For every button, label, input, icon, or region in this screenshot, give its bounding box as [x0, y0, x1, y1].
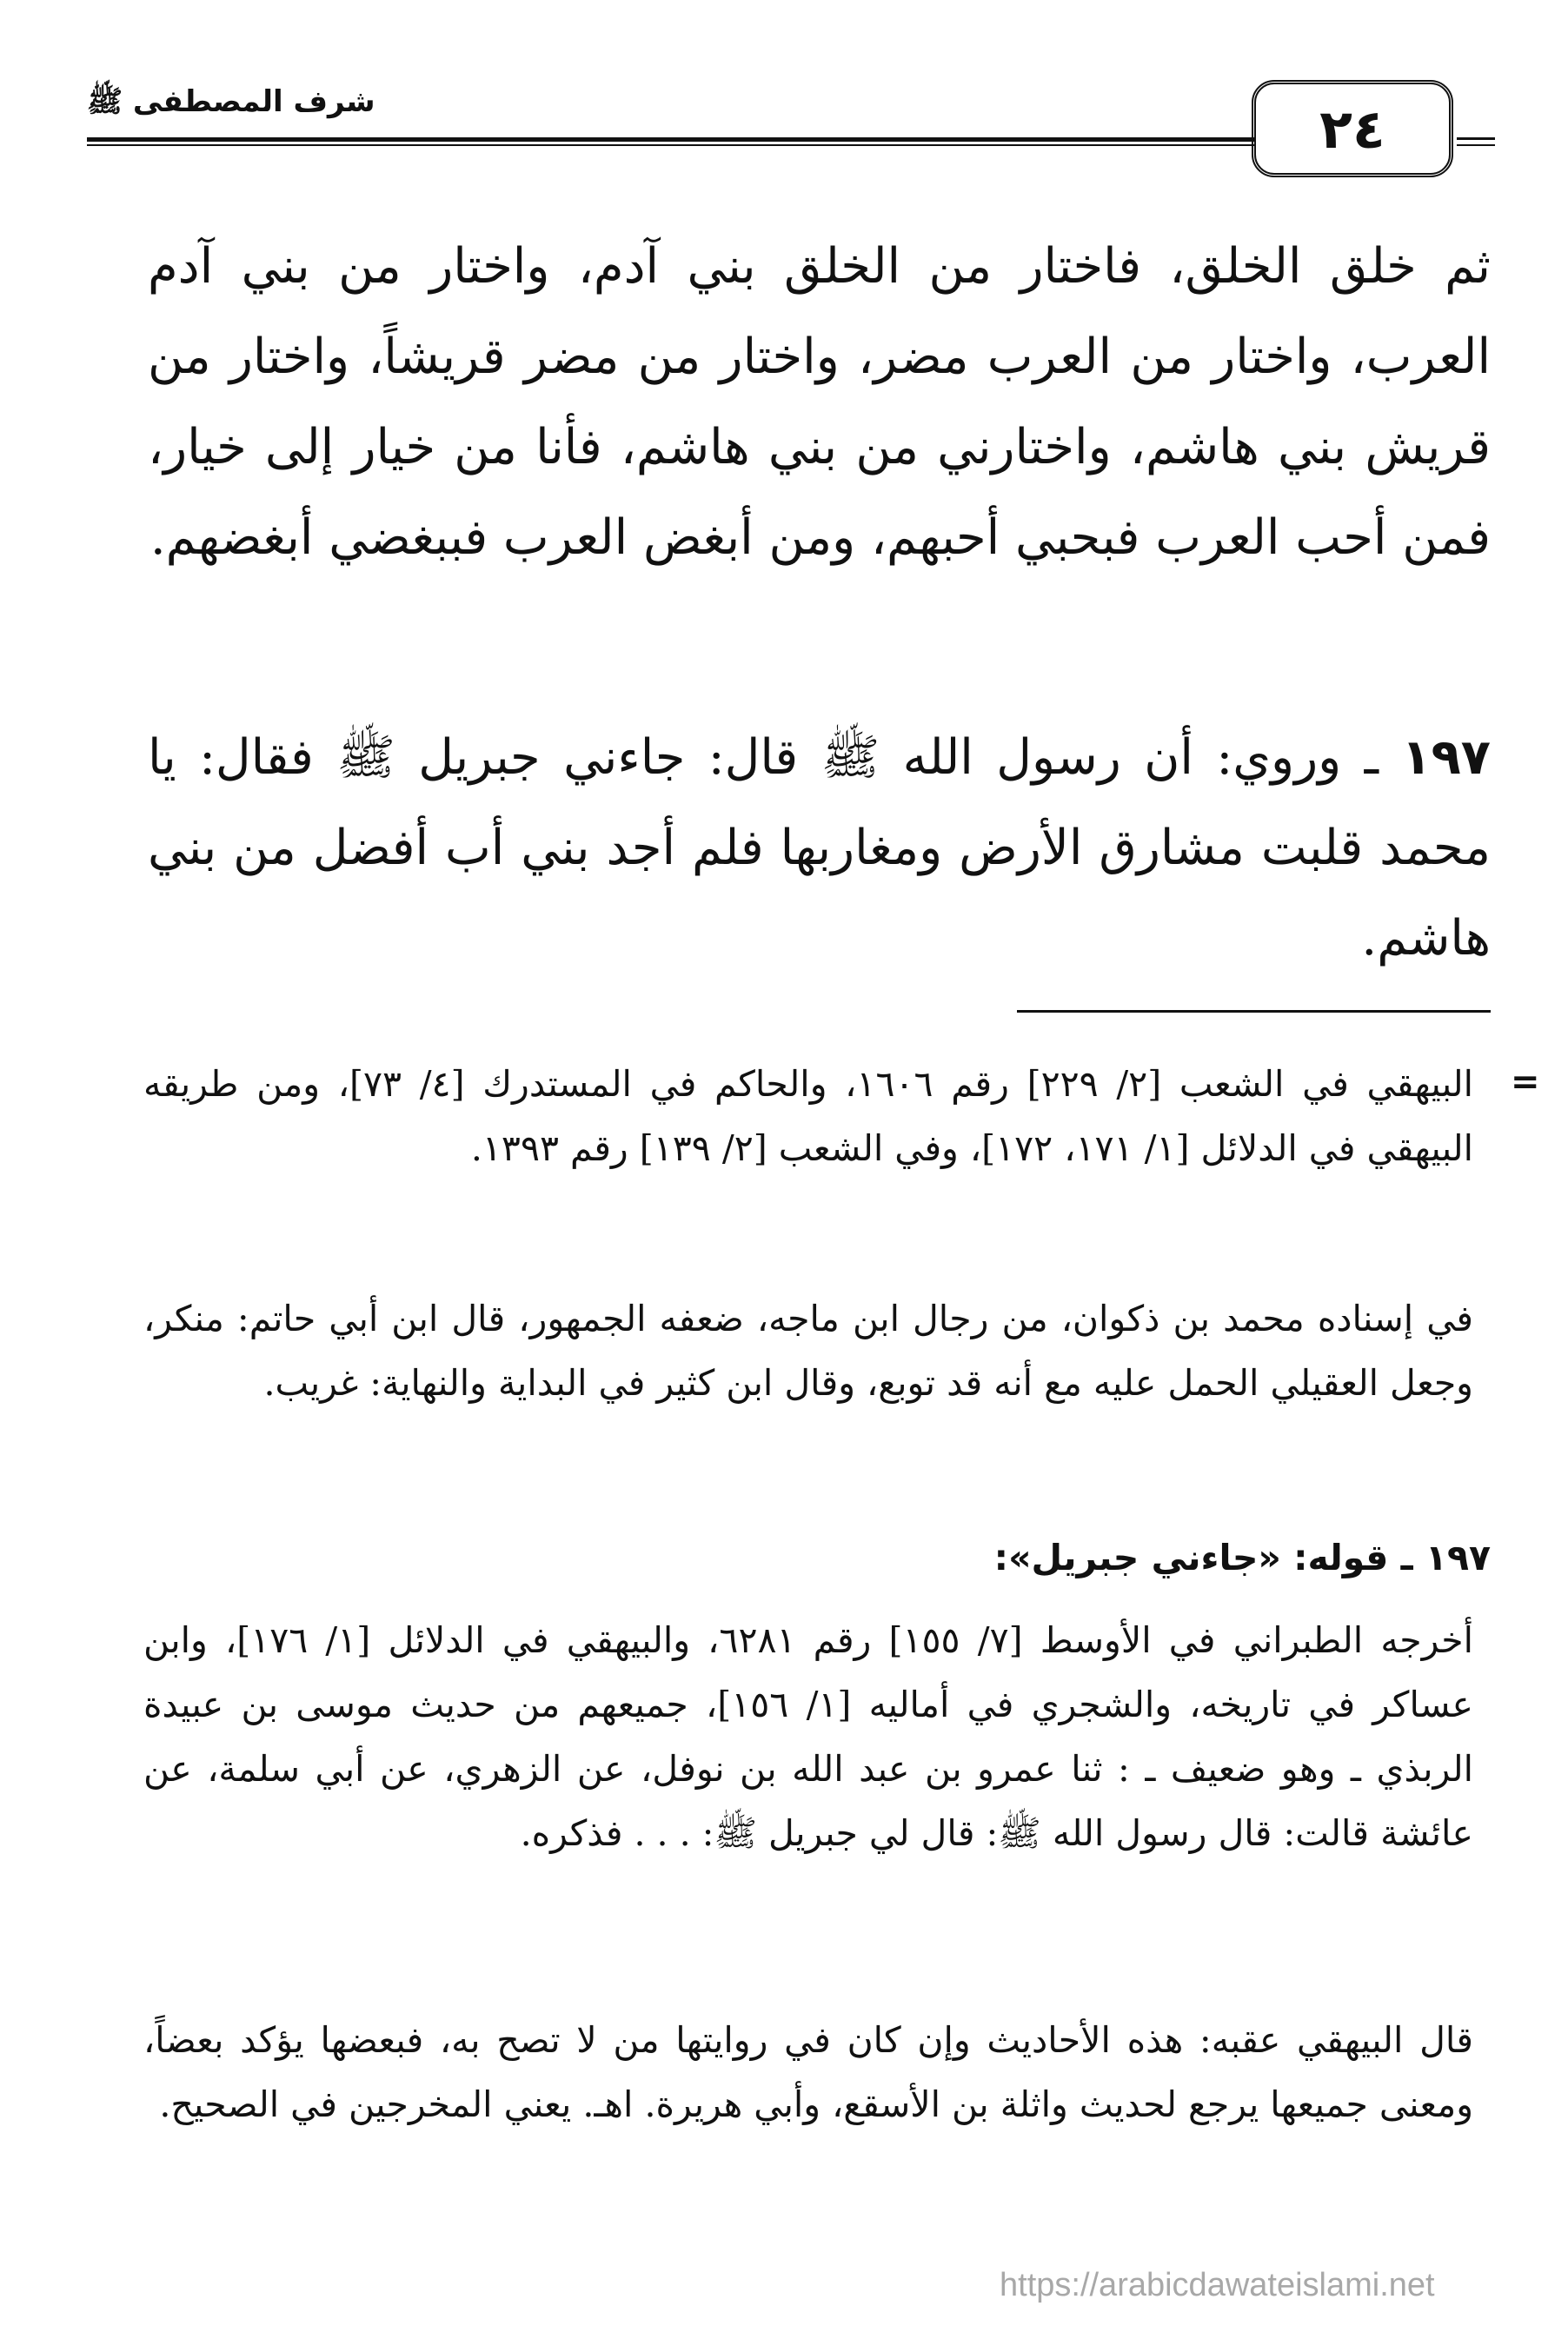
footnote-body-2: [143, 2008, 1473, 2137]
watermark-url: https://arabicdawateislami.net: [1000, 2267, 1435, 2303]
footnote-heading-text: ١٩٧ ـ قوله: «جاءني جبريل»:: [993, 1537, 1491, 1578]
footnote-body-1: [143, 1608, 1473, 1865]
hadith-197-text: ـ وروي: أن رسول الله ﷺ قال: جاءني جبريل ﷺ فقال: يا محمد قلبت مشارق الأرض ومغاربها فلم أجد بني أب أفضل من بني هاشم.: [148, 729, 1491, 967]
main-paragraph-1-text: ثم خلق الخلق، فاختار من الخلق بني آدم، واختار من بني آدم العرب، واختار من العرب مضر، واختار من مضر قريشاً، واختار من قريش بني هاشم، واختارني من بني هاشم، فأنا من خيار إلى خيار، فمن أحب العرب فبحبي أحبهم، ومن أبغض العرب فببغضي أبغضهم.: [148, 238, 1491, 566]
footnote-continuation-text: البيهقي في الشعب [٢/ ٢٢٩] رقم ١٦٠٦، والحاكم في المستدرك [٤/ ٧٣]، ومن طريقه البيهقي في الدلائل [١/ ١٧١، ١٧٢]، وفي الشعب [٢/ ١٣٩] رقم ١٣٩٣.: [143, 1063, 1473, 1169]
hadith-number: ١٩٧: [1401, 729, 1491, 786]
footnote-body-1-text: أخرجه الطبراني في الأوسط [٧/ ١٥٥] رقم ٦٢٨١، والبيهقي في الدلائل [١/ ١٧٦]، وابن عساكر في تاريخه، والشجري في أماليه [١/ ١٥٦]، جميعهم من حديث موسى بن عبيدة الربذي ـ وهو ضعيف ـ : ثنا عمرو بن عبد الله بن نوفل، عن الزهري، عن أبي سلمة، عن عائشة قالت: قال رسول الله ﷺ: قال لي جبريل ﷺ: . . . فذكره.: [143, 1619, 1474, 1854]
header-rule-right-thin: [1457, 144, 1495, 146]
footnote-continuation-2-text: في إسناده محمد بن ذكوان، من رجال ابن ماجه، ضعفه الجمهور، قال ابن أبي حاتم: منكر، وجعل العقيلي الحمل عليه مع أنه قد توبع، وقال ابن كثير في البداية والنهاية: غريب.: [143, 1298, 1473, 1404]
header-rule-thin: [87, 144, 1256, 146]
footnote-body-2-text: قال البيهقي عقبه: هذه الأحاديث وإن كان في روايتها من لا تصح به، فبعضها يؤكد بعضاً، ومعنى جميعها يرجع لحديث واثلة بن الأسقع، وأبي هريرة. اهـ. يعني المخرجين في الصحيح.: [143, 2019, 1473, 2125]
header-rule-right: [1457, 137, 1495, 140]
running-header-title: شرف المصطفى ﷺ: [87, 84, 375, 119]
header-rule: [87, 137, 1256, 142]
footnote-separator: [1017, 1010, 1491, 1013]
footnote-continuation-mark: =: [1511, 1062, 1540, 1102]
page-number: ٢٤: [1319, 96, 1385, 161]
footnote-continuation: [143, 1052, 1473, 1180]
hadith-197: [148, 713, 1491, 984]
footnote-heading: [143, 1525, 1491, 1590]
page-number-box: [1252, 80, 1453, 177]
main-paragraph-1: [148, 222, 1491, 583]
main-paragraph-2: [148, 713, 1491, 984]
footnote-continuation-2: [143, 1286, 1473, 1415]
